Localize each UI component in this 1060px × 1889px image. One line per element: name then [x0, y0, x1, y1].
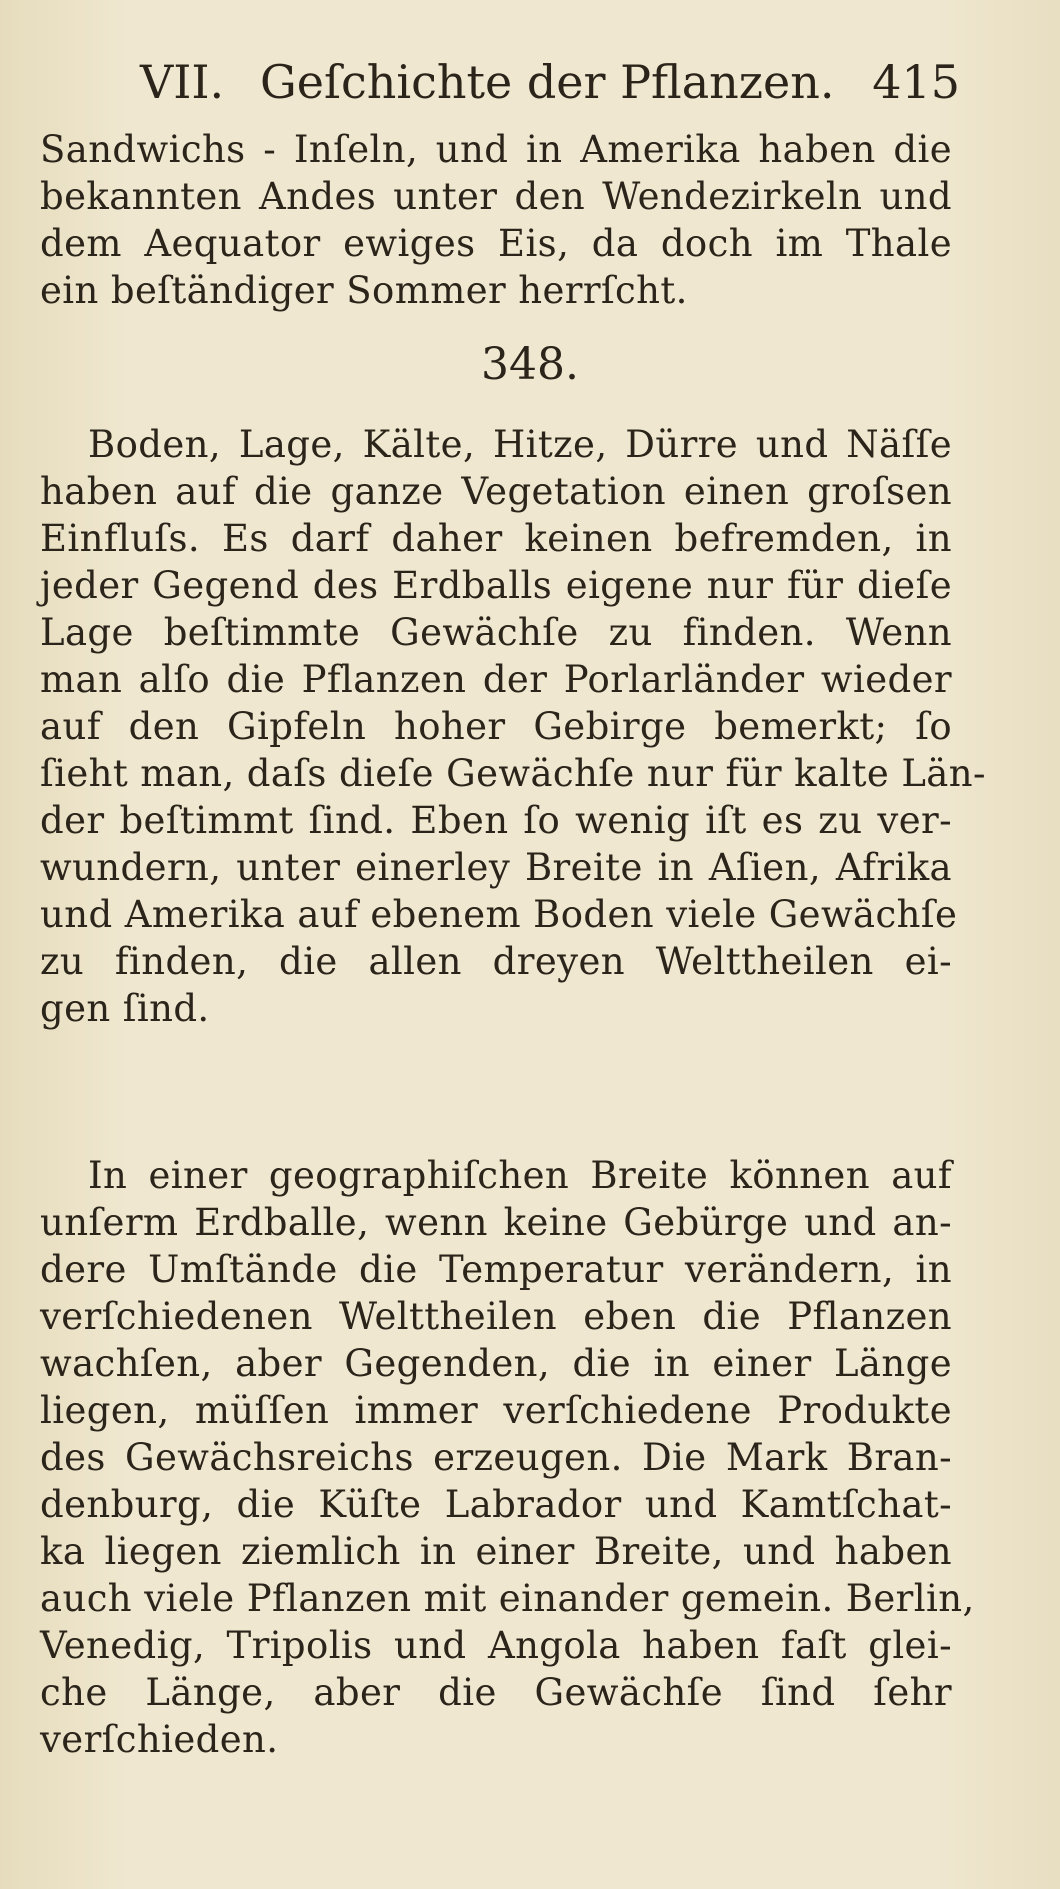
text-line: haben auf die ganze Vegetation einen groſsen: [40, 470, 952, 513]
paragraph-section-348: [40, 421, 986, 1032]
text-line: ka liegen ziemlich in einer Breite, und haben: [40, 1530, 952, 1573]
paragraph-continuation: [40, 126, 952, 314]
text-line: wundern, unter einerley Breite in Aſien, Afrika: [40, 846, 952, 889]
text-line: Venedig, Tripolis und Angola haben faſt glei-: [40, 1624, 952, 1667]
section-number: 348.: [481, 339, 579, 390]
text-line: jeder Gegend des Erdballs eigene nur für dieſe: [40, 564, 952, 607]
text-line: ein beſtändiger Sommer herrſcht.: [40, 269, 688, 312]
text-line: denburg, die Küſte Labrador und Kamtſchat-: [40, 1483, 952, 1526]
text-line: verſchieden.: [40, 1718, 279, 1761]
text-line: auch viele Pflanzen mit einander gemein. Berlin,: [40, 1577, 975, 1620]
text-line: und Amerika auf ebenem Boden viele Gewächſe: [40, 893, 958, 936]
page-number: 415: [872, 55, 960, 109]
text-line: Sandwichs - Inſeln, und in Amerika haben die: [40, 128, 952, 171]
text-line: Lage beſtimmte Gewächſe zu finden. Wenn: [40, 611, 952, 654]
text-line: dere Umſtände die Temperatur verändern, in: [40, 1248, 952, 1291]
chapter-number: VII.: [140, 55, 225, 109]
text-line: liegen, müſſen immer verſchiedene Produkte: [40, 1389, 952, 1432]
text-line: verſchiedenen Welttheilen eben die Pflanzen: [40, 1295, 952, 1338]
text-line: Boden, Lage, Kälte, Hitze, Dürre und Näſſe: [88, 423, 952, 466]
paragraph-geographic-breadth: [40, 1152, 975, 1763]
text-line: wachſen, aber Gegenden, die in einer Länge: [40, 1342, 952, 1385]
text-line: auf den Gipfeln hoher Gebirge bemerkt; ſo: [40, 705, 952, 748]
text-line: unſerm Erdballe, wenn keine Gebürge und an-: [40, 1201, 952, 1244]
text-line: dem Aequator ewiges Eis, da doch im Thale: [40, 222, 952, 265]
text-line: man alſo die Pflanzen der Porlarländer wieder: [40, 658, 952, 701]
running-header: [140, 52, 960, 112]
text-line: gen ſind.: [40, 987, 210, 1030]
text-line: bekannten Andes unter den Wendezirkeln und: [40, 175, 952, 218]
text-line: che Länge, aber die Gewächſe ſind ſehr: [40, 1671, 952, 1714]
text-line: des Gewächsreichs erzeugen. Die Mark Bran-: [40, 1436, 952, 1479]
text-line: der beſtimmt ſind. Eben ſo wenig iſt es zu ver-: [40, 799, 952, 842]
text-line: zu finden, die allen dreyen Welttheilen ei-: [40, 940, 952, 983]
text-line: In einer geographiſchen Breite können auf: [88, 1154, 952, 1197]
text-line: ſieht man, daſs dieſe Gewächſe nur für kalte Län-: [40, 752, 986, 795]
chapter-title: Geſchichte der Pflanzen.: [260, 55, 835, 109]
text-line: Einfluſs. Es darf daher keinen befremden, in: [40, 517, 952, 560]
